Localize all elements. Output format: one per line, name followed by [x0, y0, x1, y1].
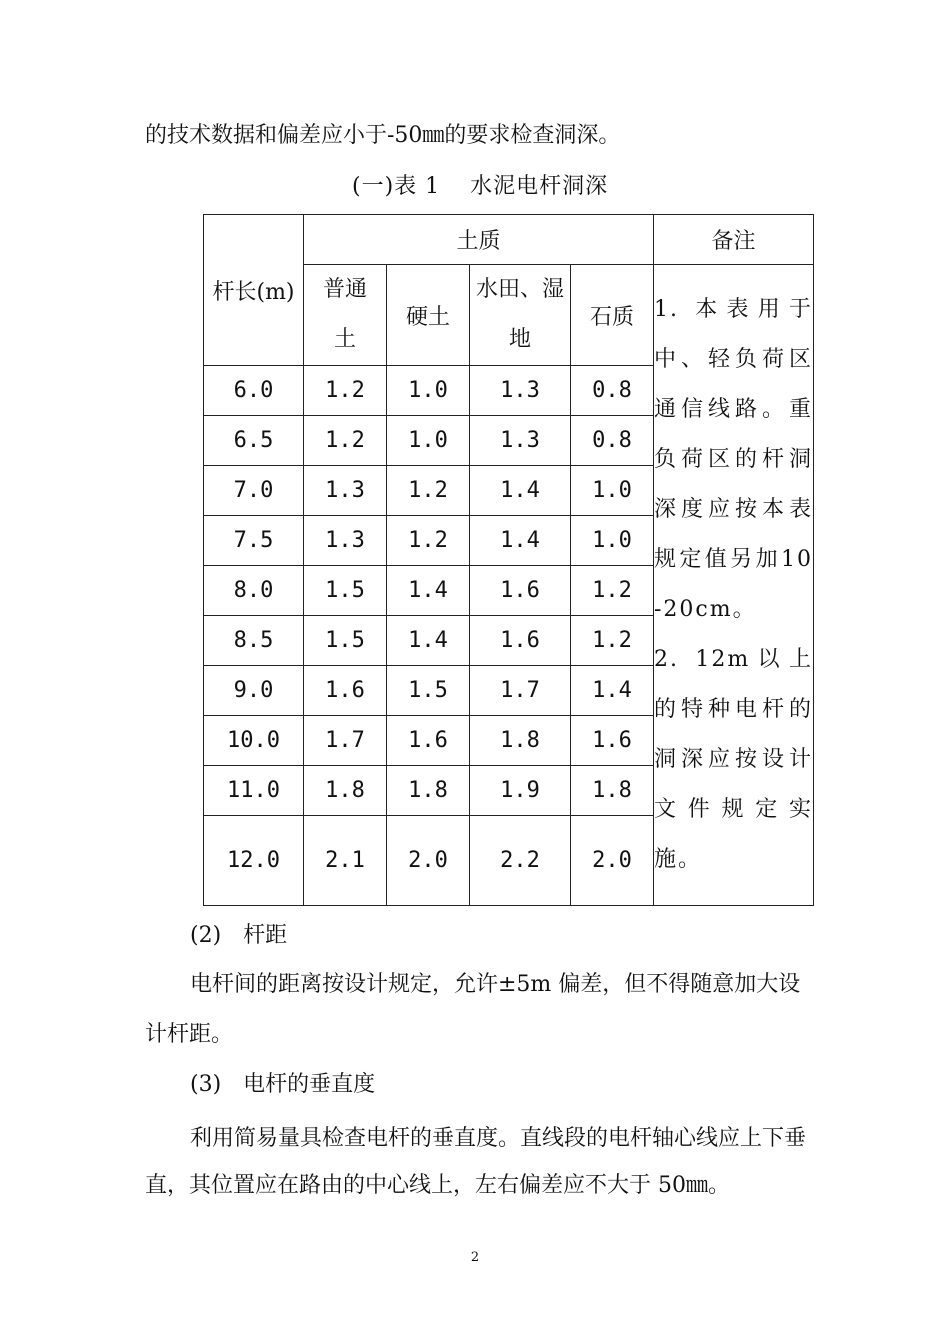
pole-length-cell: 7.0: [204, 466, 304, 516]
depth-cell: 1.2: [571, 616, 654, 666]
header-soil: 土质: [304, 215, 654, 265]
pole-length-cell: 6.0: [204, 366, 304, 416]
depth-cell: 2.1: [304, 816, 387, 906]
depth-cell: 2.2: [470, 816, 571, 906]
depth-cell: 1.4: [470, 516, 571, 566]
page-number: 2: [470, 1250, 480, 1265]
depth-cell: 1.8: [571, 766, 654, 816]
depth-cell: 1.3: [470, 366, 571, 416]
pole-length-cell: 11.0: [204, 766, 304, 816]
paragraph-line: 利用简易量具检查电杆的垂直度。直线段的电杆轴心线应上下垂: [190, 1126, 807, 1151]
depth-cell: 1.3: [304, 466, 387, 516]
depth-cell: 1.2: [571, 566, 654, 616]
header-soil-type: [470, 265, 571, 366]
depth-cell: 1.6: [571, 716, 654, 766]
depth-cell: 1.6: [304, 666, 387, 716]
depth-cell: 1.0: [387, 416, 470, 466]
section-title: 杆距: [243, 923, 288, 948]
paragraph-line: 计杆距。: [145, 1022, 234, 1047]
depth-cell: 1.6: [470, 566, 571, 616]
table-caption: [352, 172, 608, 202]
header-remark: 备注: [654, 215, 814, 265]
remark-item: 1. 本表用于中、轻负荷区通信线路。重负荷区的杆洞深度应按本表规定值另加10-20cm。: [654, 297, 813, 622]
depth-cell: 1.2: [304, 416, 387, 466]
depth-cell: 1.5: [304, 616, 387, 666]
depth-cell: 1.0: [571, 466, 654, 516]
depth-cell: 0.8: [571, 416, 654, 466]
pole-length-cell: 6.5: [204, 416, 304, 466]
header-pole-length: 杆长(m): [204, 215, 304, 366]
depth-cell: 1.8: [304, 766, 387, 816]
depth-cell: 1.8: [387, 766, 470, 816]
depth-cell: 1.5: [387, 666, 470, 716]
depth-cell: 0.8: [571, 366, 654, 416]
depth-cell: 1.3: [470, 416, 571, 466]
intro-text: 的技术数据和偏差应小于-50㎜的要求检查洞深。: [145, 123, 621, 148]
section-number: (3): [190, 1072, 222, 1097]
depth-cell: 1.5: [304, 566, 387, 616]
pole-length-cell: 8.0: [204, 566, 304, 616]
section-title: 电杆的垂直度: [243, 1072, 376, 1097]
depth-cell: 1.2: [387, 516, 470, 566]
depth-cell: 1.6: [387, 716, 470, 766]
section-number: (2): [190, 923, 222, 948]
depth-cell: 1.6: [470, 616, 571, 666]
paragraph-line: 直，其位置应在路由的中心线上，左右偏差应不大于 50㎜。: [145, 1173, 730, 1198]
pole-length-cell: 9.0: [204, 666, 304, 716]
depth-cell: 1.4: [571, 666, 654, 716]
pole-length-cell: 12.0: [204, 816, 304, 906]
section-heading-verticality: [190, 1070, 375, 1100]
depth-cell: 1.4: [387, 616, 470, 666]
depth-cell: 1.8: [470, 716, 571, 766]
soil-type-label: 硬土: [405, 304, 450, 330]
depth-cell: 1.7: [470, 666, 571, 716]
depth-cell: 1.0: [387, 366, 470, 416]
paragraph-line: 电杆间的距离按设计规定，允许±5m 偏差，但不得随意加大设: [190, 972, 801, 997]
caption-title: 水泥电杆洞深: [470, 174, 609, 199]
header-soil-type: [304, 265, 387, 366]
soil-type-label: 普通土: [322, 277, 367, 352]
depth-cell: 1.4: [387, 566, 470, 616]
depth-cell: 1.7: [304, 716, 387, 766]
depth-cell: 1.3: [304, 516, 387, 566]
pole-length-cell: 8.5: [204, 616, 304, 666]
depth-cell: 1.2: [387, 466, 470, 516]
caption-number: (一)表 1: [352, 174, 441, 199]
pole-length-cell: 7.5: [204, 516, 304, 566]
depth-cell: 1.0: [571, 516, 654, 566]
remark-cell: [654, 265, 814, 906]
depth-cell: 1.4: [470, 466, 571, 516]
depth-cell: 1.9: [470, 766, 571, 816]
header-soil-type: [571, 265, 654, 366]
depth-cell: 1.2: [304, 366, 387, 416]
pole-depth-table: [203, 214, 814, 906]
depth-cell: 2.0: [571, 816, 654, 906]
remark-item: 2. 12m以上的特种电杆的洞深应按设计文件规定实施。: [654, 647, 813, 872]
depth-cell: 2.0: [387, 816, 470, 906]
soil-type-label: 石质: [589, 304, 634, 330]
pole-length-cell: 10.0: [204, 716, 304, 766]
soil-type-label: 水田、湿地: [475, 277, 564, 352]
section-heading-pole-spacing: [190, 921, 287, 951]
header-soil-type: [387, 265, 470, 366]
